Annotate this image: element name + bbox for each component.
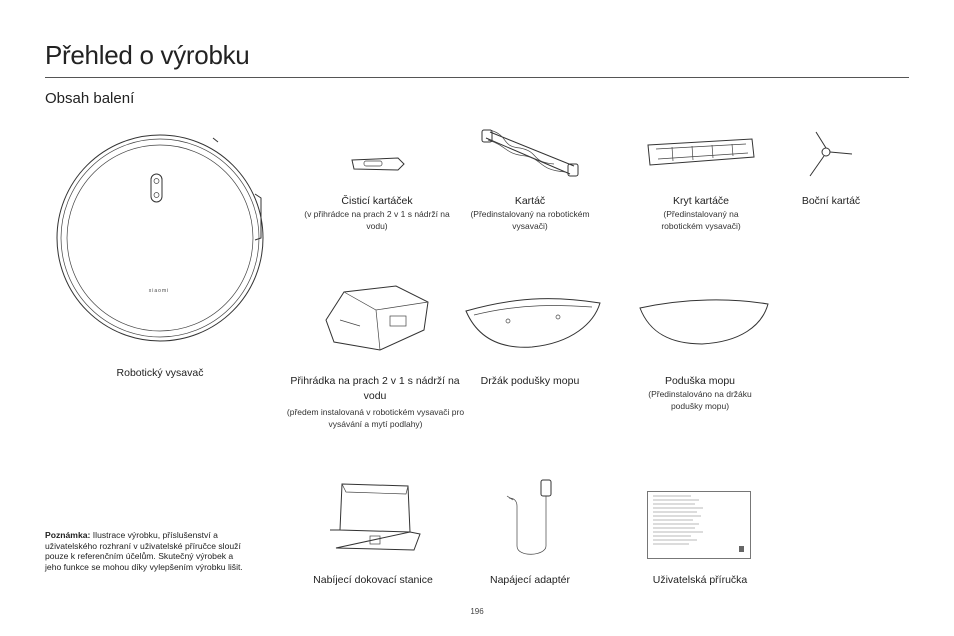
side-brush-illustration [800,130,856,180]
vacuum-logo-text: xiaomi [148,288,170,294]
manual-label: Uživatelská příručka [652,574,748,586]
title-divider [45,77,909,78]
note-prefix: Poznámka: [45,530,91,540]
adapter-label: Napájecí adaptér [490,574,570,586]
dustbin-note: (předem instalovaná v robotickém vysavači pro vysávání a mytí podlahy) [286,407,465,429]
cleaning-brush-note: (v přihrádce na prach 2 v 1 s nádrží na vodu) [304,209,450,231]
user-manual-illustration [647,491,751,559]
brush-cover-label: Kryt kartáče [672,195,730,207]
cleaning-brush-label: Čisticí kartáček [341,195,413,207]
mop-holder-label: Držák podušky mopu [480,375,580,387]
main-brush-note: (Předinstalovaný na robotickém vysavači) [470,209,590,231]
section-title: Obsah balení [45,90,135,107]
mop-holder-illustration [462,293,604,351]
dustbin-label: Přihrádka na prach 2 v 1 s nádrží na vodu [290,375,460,402]
page-number: 196 [470,607,484,616]
mop-pad-note: (Předinstalováno na držáku podušky mopu) [648,389,752,411]
page-title: Přehled o výrobku [45,40,250,70]
brush-cover-note: (Předinstalovaný na robotickém vysavači) [661,209,741,231]
mop-pad-label: Poduška mopu [664,375,736,387]
note-text: Ilustrace výrobku, příslušenství a uživatelského rozhraní v uživatelské příručce slouží pouze k referenčním účelům. Skutečný výrobek a jeho funkce se mohou díky vylepšením výrobku lišit. [45,530,243,572]
vacuum-label: Robotický vysavač [116,367,204,379]
dustbin-illustration [320,280,435,360]
cleaning-brush-illustration [348,152,408,176]
disclaimer-note [45,530,250,572]
charging-dock-illustration [326,478,424,558]
power-adapter-illustration [503,476,561,562]
mop-pad-illustration [636,296,772,348]
main-brush-label: Kartáč [514,195,546,207]
brush-cover-illustration [642,135,757,169]
robot-vacuum-illustration [55,128,270,348]
dock-label: Nabíjecí dokovací stanice [313,574,433,586]
side-brush-label: Boční kartáč [801,195,861,207]
main-brush-illustration [480,126,580,182]
